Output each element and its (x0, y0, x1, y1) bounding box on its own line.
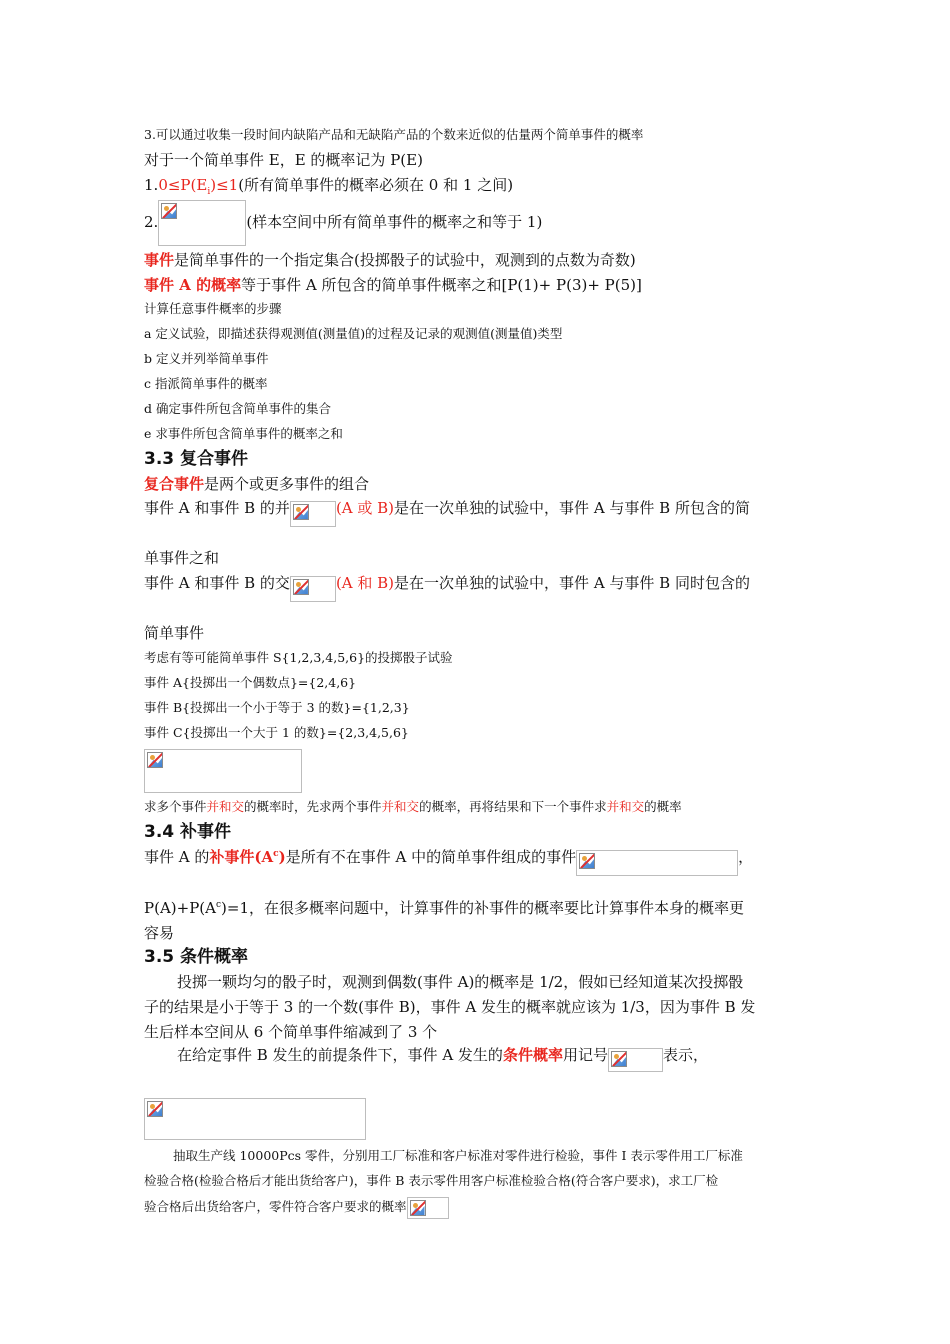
text-line: 事件 B{投掷出一个小于等于 3 的数}={1,2,3} (144, 700, 410, 715)
formula-block (144, 1098, 366, 1140)
text-line: 事件 A 的补事件$(A^c)$是所有不在事件 A 中的简单事件组成的事件 ， (144, 849, 753, 876)
text-line: 事件 C{投掷出一个大于 1 的数}={2,3,4,5,6} (144, 725, 409, 740)
section-heading: 3.5 条件概率 (144, 947, 249, 967)
text-line: 事件 A 和事件 B 的交 (A 和 B)是在一次单独的试验中，事件 A 与事件 B 同时包含的 (144, 575, 750, 602)
text-line: 3.可以通过收集一段时间内缺陷产品和无缺陷产品的个数来近似的估量两个简单事件的概率 (144, 127, 644, 142)
text-line: $P(A)+P(A^c)=1$，在很多概率问题中，计算事件的补事件的概率要比计算事件本身的概率更 (144, 899, 744, 917)
text-line: 事件 A{投掷出一个偶数点}={2,4,6} (144, 675, 357, 690)
text-line: d 确定事件所包含简单事件的集合 (144, 401, 331, 416)
formula-image-icon (144, 1098, 366, 1140)
formula-block (144, 749, 302, 793)
text-line: 抽取生产线 10000Pcs 零件，分别用工厂标准和客户标准对零件进行检验，事件 I 表示零件用工厂标准 (173, 1148, 743, 1163)
section-heading: 3.3 复合事件 (144, 449, 249, 469)
text-line: 验合格后出货给客户，零件符合客户要求的概率 (144, 1197, 449, 1219)
formula-image-icon (290, 576, 336, 602)
text-line: 计算任意事件概率的步骤 (144, 301, 282, 316)
text-line: b 定义并列举简单事件 (144, 351, 269, 366)
section-heading: 3.4 补事件 (144, 822, 232, 842)
text-line: 在给定事件 B 发生的前提条件下，事件 A 发生的条件概率用记号 表示， (177, 1047, 708, 1072)
formula-image-icon (608, 1048, 663, 1072)
text-line: $1.0\le P(E_i)\le 1$(所有简单事件的概率必须在 0 和 1 之间) (144, 176, 514, 197)
formula-image-icon (290, 501, 336, 527)
text-line: 对于一个简单事件 E，E 的概率记为 P(E) (144, 151, 423, 169)
text-line: c 指派简单事件的概率 (144, 376, 268, 391)
text-line: 事件 A 和事件 B 的并 (A 或 B)是在一次单独的试验中，事件 A 与事件 B 所包含的简 (144, 500, 750, 527)
text-line: 投掷一颗均匀的骰子时，观测到偶数(事件 A)的概率是 1/2，假如已经知道某次投掷骰 (177, 973, 744, 991)
text-line: 求多个事件并和交的概率时，先求两个事件并和交的概率，再将结果和下一个事件求并和交的概率 (144, 799, 682, 814)
formula-image-icon (158, 200, 246, 246)
formula-image-icon (576, 850, 738, 876)
text-line: 事件是简单事件的一个指定集合(投掷骰子的试验中，观测到的点数为奇数) (144, 251, 636, 269)
text-line: a 定义试验，即描述获得观测值(测量值)的过程及记录的观测值(测量值)类型 (144, 326, 563, 341)
text-line: 简单事件 (144, 624, 205, 642)
text-line: 考虑有等可能简单事件 S{1,2,3,4,5,6}的投掷骰子试验 (144, 650, 453, 665)
text-line: 容易 (144, 924, 175, 942)
text-line: 单事件之和 (144, 549, 220, 567)
text-line: 生后样本空间从 6 个简单事件缩减到了 3 个 (144, 1023, 438, 1041)
formula-image-icon (407, 1197, 449, 1219)
text-line: 子的结果是小于等于 3 的一个数(事件 B)，事件 A 发生的概率就应该为 1/3，因为事件 B 发 (144, 998, 756, 1016)
text-line: 检验合格(检验合格后才能出货给客户)，事件 B 表示零件用客户标准检验合格(符合客户要求)，求工厂检 (144, 1173, 719, 1188)
text-line: 2. (样本空间中所有简单事件的概率之和等于 1) (144, 200, 542, 246)
formula-image-icon (144, 749, 302, 793)
text-line: 复合事件是两个或更多事件的组合 (144, 475, 370, 493)
text-line: 事件 A 的概率等于事件 A 所包含的简单事件概率之和[P(1)+ P(3)+ P(5)] (144, 276, 642, 294)
text-line: e 求事件所包含简单事件的概率之和 (144, 426, 343, 441)
